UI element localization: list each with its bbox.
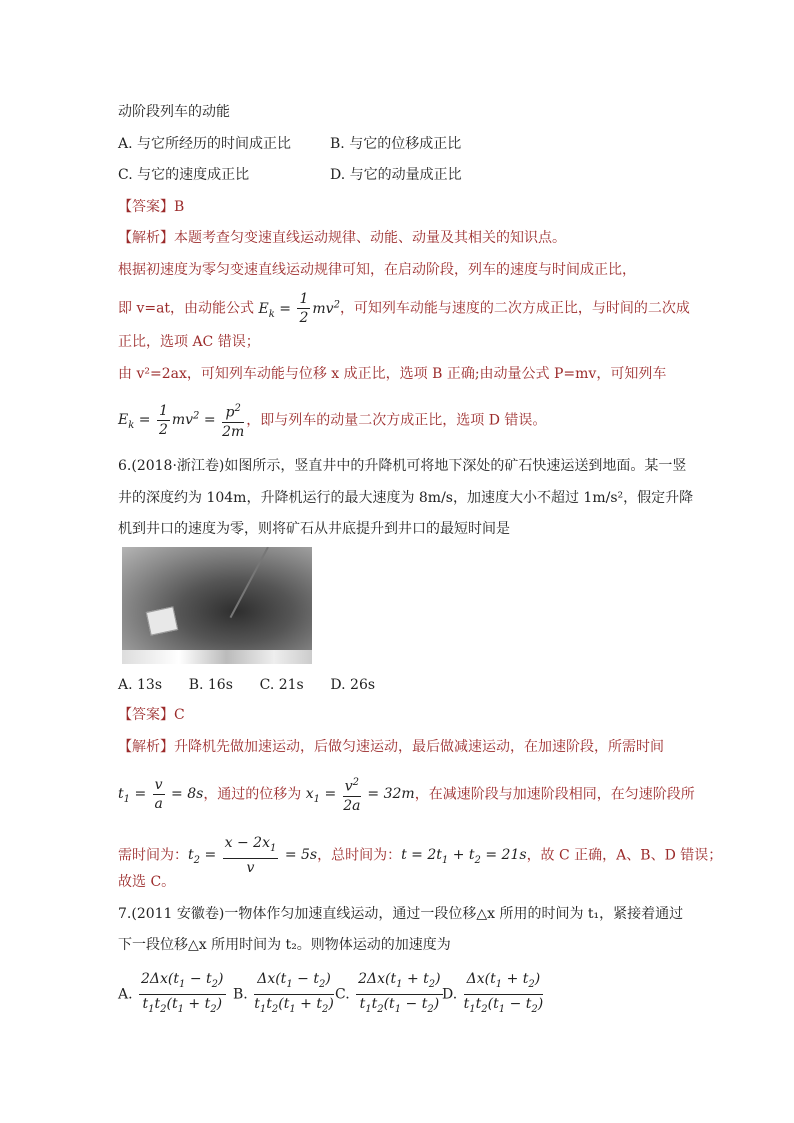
question-stem: 7.(2011 安徽卷)一物体作匀加速直线运动，通过一段位移△x 所用的时间为 t₁，紧接着通过: [118, 906, 684, 922]
option-a: A. 与它所经历的时间成正比: [118, 136, 292, 152]
formula: $t_2$ = $\frac{x - 2x_1}{v}$ = 5s: [188, 835, 318, 876]
analysis-line: 故选 C。: [118, 874, 176, 890]
question-stem: 动阶段列车的动能: [118, 104, 230, 120]
answer-label: 【答案】B: [118, 199, 185, 215]
analysis-line: 需时间为：$t_2$ = $\frac{x - 2x_1}{v}$ = 5s，总时间为：$t = 2t_1 + t_2 = 21s$，故 C 正确，A、B、D 错误；: [118, 835, 723, 876]
option-b: B. 与它的位移成正比: [330, 136, 462, 152]
formula: $E_k$ = $\frac{1}{2}$ $mv^2$ = $\frac{p^2}{2m}$: [118, 412, 246, 428]
question-stem: 6.(2018·浙江卷)如图所示，竖直井中的升降机可将地下深处的矿石快速运送到地面。某一竖: [118, 458, 687, 474]
option-d: D. 与它的动量成正比: [330, 167, 462, 183]
options-row: A. 13s B. 16s C. 21s D. 26s: [118, 677, 376, 693]
analysis-line: 根据初速度为零匀变速直线运动规律可知，在启动阶段，列车的速度与时间成正比，: [118, 262, 636, 278]
option-a: A. $\frac{2\Delta x(t_1 - t_2)}{t_1t_2(t_1 + t_2)}$: [118, 971, 224, 1015]
formula: $t_1$ = $\frac{v}{a}$ = 8s: [118, 776, 204, 812]
option-c: C. 与它的速度成正比: [118, 167, 250, 183]
answer-label: 【答案】C: [118, 707, 185, 723]
analysis-line: 【解析】本题考查匀变速直线运动规律、动能、动量及其相关的知识点。: [118, 230, 566, 246]
analysis-label: 【解析】: [118, 230, 174, 246]
analysis-line: 正比，选项 AC 错误；: [118, 334, 260, 350]
option-b: B. $\frac{\Delta x(t_1 - t_2)}{t_1t_2(t_1 + t_2)}$: [233, 971, 334, 1015]
option-c: C. $\frac{2\Delta x(t_1 + t_2)}{t_1t_2(t_1 - t_2)}$: [335, 971, 441, 1015]
formula: $E_k$ = $\frac{1}{2}$ $mv^2$: [258, 291, 340, 326]
question-stem: 下一段位移△x 所用时间为 t₂。则物体运动的加速度为: [118, 937, 451, 953]
mine-shaft-photo: [122, 547, 312, 664]
question-stem: 机到井口的速度为零，则将矿石从井底提升到井口的最短时间是: [118, 521, 510, 537]
analysis-line: 即 v=at，由动能公式 $E_k$ = $\frac{1}{2}$ $mv^2$，可知列车动能与速度的二次方成正比，与时间的二次成: [118, 291, 690, 326]
question-stem: 井的深度约为 104m，升降机运行的最大速度为 8m/s，加速度大小不超过 1m/s²，假定升降: [118, 490, 694, 506]
analysis-line: $E_k$ = $\frac{1}{2}$ $mv^2$ = $\frac{p^2}{2m}$ ，即与列车的动量二次方成正比，选项 D 错误。: [118, 400, 546, 441]
analysis-label: 【解析】: [118, 739, 174, 755]
formula: $t = 2t_1 + t_2 = 21s$: [401, 847, 527, 867]
analysis-line: $t_1$ = $\frac{v}{a}$ = 8s，通过的位移为 $x_1$ = $\frac{v^2}{2a}$ = 32m，在减速阶段与加速阶段相同，在匀速阶段所: [118, 774, 695, 815]
option-d: D. $\frac{\Delta x(t_1 + t_2)}{t_1t_2(t_1 - t_2)}$: [442, 971, 544, 1015]
formula: $x_1$ = $\frac{v^2}{2a}$ = 32m: [306, 786, 415, 802]
analysis-line: 由 v²=2ax，可知列车动能与位移 x 成正比，选项 B 正确;由动量公式 P=mv，可知列车: [118, 366, 667, 382]
analysis-line: 【解析】升降机先做加速运动，后做匀速运动，最后做减速运动，在加速阶段，所需时间: [118, 739, 664, 755]
